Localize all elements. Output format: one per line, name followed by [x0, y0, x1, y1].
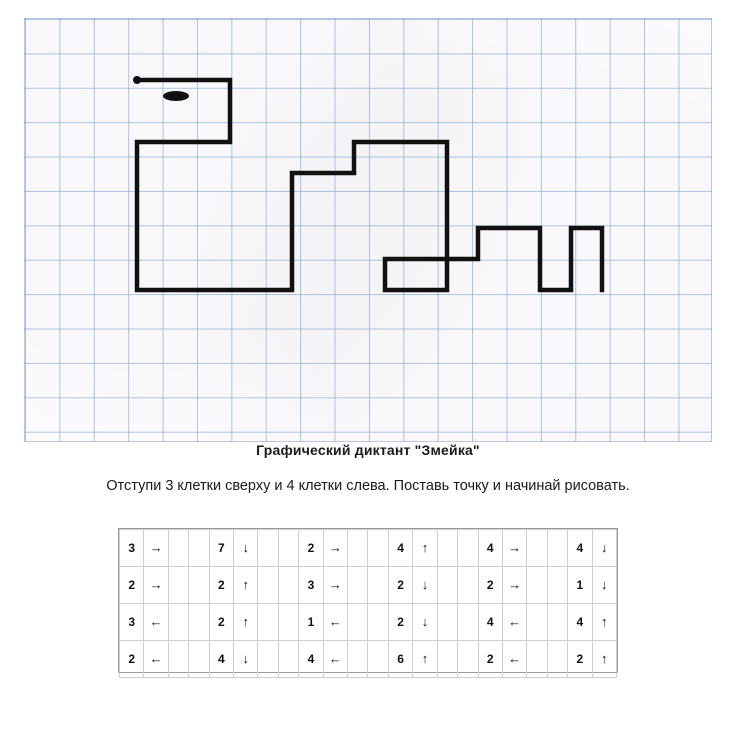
- step-count: 3: [120, 604, 144, 641]
- direction-arrow-icon: ↑: [413, 641, 437, 678]
- empty-cell: [527, 604, 547, 641]
- step-count: 2: [568, 641, 592, 678]
- direction-arrow-icon: ↓: [592, 567, 617, 604]
- empty-cell: [437, 604, 457, 641]
- empty-cell: [527, 530, 547, 567]
- empty-cell: [189, 604, 209, 641]
- step-count: 2: [209, 567, 233, 604]
- step-count: 2: [478, 567, 502, 604]
- empty-cell: [527, 641, 547, 678]
- direction-arrow-icon: →: [323, 530, 347, 567]
- step-count: 2: [120, 567, 144, 604]
- step-count: 4: [478, 604, 502, 641]
- snake-drawing: [24, 18, 712, 442]
- empty-cell: [547, 567, 567, 604]
- step-count: 4: [209, 641, 233, 678]
- empty-cell: [547, 530, 567, 567]
- empty-cell: [258, 530, 278, 567]
- step-count: 2: [388, 567, 412, 604]
- dictation-table-body: [120, 530, 617, 678]
- step-count: 3: [299, 567, 323, 604]
- direction-arrow-icon: ←: [144, 641, 168, 678]
- step-count: 2: [478, 641, 502, 678]
- step-count: 1: [568, 567, 592, 604]
- empty-cell: [348, 530, 368, 567]
- empty-cell: [458, 641, 478, 678]
- empty-cell: [437, 530, 457, 567]
- empty-cell: [348, 641, 368, 678]
- empty-cell: [168, 641, 188, 678]
- direction-arrow-icon: ↓: [234, 641, 258, 678]
- dictation-table: [118, 528, 618, 673]
- direction-arrow-icon: ↓: [413, 567, 437, 604]
- empty-cell: [189, 567, 209, 604]
- direction-arrow-icon: →: [502, 567, 526, 604]
- direction-arrow-icon: →: [502, 530, 526, 567]
- empty-cell: [547, 604, 567, 641]
- empty-cell: [368, 567, 388, 604]
- empty-cell: [547, 641, 567, 678]
- empty-cell: [258, 604, 278, 641]
- start-point-dot: [133, 76, 141, 84]
- step-count: 6: [388, 641, 412, 678]
- direction-arrow-icon: ←: [323, 641, 347, 678]
- direction-arrow-icon: ↑: [234, 604, 258, 641]
- direction-arrow-icon: ↓: [592, 530, 617, 567]
- empty-cell: [437, 567, 457, 604]
- step-count: 2: [299, 530, 323, 567]
- empty-cell: [278, 567, 298, 604]
- direction-arrow-icon: ←: [323, 604, 347, 641]
- step-count: 2: [209, 604, 233, 641]
- direction-arrow-icon: ←: [144, 604, 168, 641]
- empty-cell: [258, 567, 278, 604]
- empty-cell: [168, 604, 188, 641]
- step-count: 4: [568, 530, 592, 567]
- direction-arrow-icon: ↑: [234, 567, 258, 604]
- direction-arrow-icon: →: [144, 567, 168, 604]
- empty-cell: [168, 567, 188, 604]
- step-count: 2: [120, 641, 144, 678]
- empty-cell: [258, 641, 278, 678]
- empty-cell: [168, 530, 188, 567]
- table-row: [120, 530, 617, 567]
- step-count: 4: [388, 530, 412, 567]
- empty-cell: [458, 604, 478, 641]
- empty-cell: [348, 567, 368, 604]
- direction-arrow-icon: ↓: [413, 604, 437, 641]
- direction-arrow-icon: →: [323, 567, 347, 604]
- empty-cell: [368, 604, 388, 641]
- step-count: 4: [568, 604, 592, 641]
- step-count: 4: [478, 530, 502, 567]
- direction-arrow-icon: ←: [502, 641, 526, 678]
- step-count: 2: [388, 604, 412, 641]
- page-title: Графический диктант "Змейка": [256, 442, 480, 458]
- empty-cell: [189, 530, 209, 567]
- step-count: 4: [299, 641, 323, 678]
- empty-cell: [189, 641, 209, 678]
- snake-outline: [137, 80, 602, 290]
- empty-cell: [458, 567, 478, 604]
- table-row: [120, 604, 617, 641]
- empty-cell: [368, 641, 388, 678]
- table-row: [120, 641, 617, 678]
- direction-arrow-icon: ↑: [592, 641, 617, 678]
- empty-cell: [437, 641, 457, 678]
- step-count: 3: [120, 530, 144, 567]
- snake-eye-icon: [163, 91, 189, 101]
- direction-arrow-icon: ↑: [592, 604, 617, 641]
- instruction-text: Отступи 3 клетки сверху и 4 клетки слева. Поставь точку и начинай рисовать.: [106, 478, 630, 494]
- step-count: 1: [299, 604, 323, 641]
- direction-arrow-icon: ↓: [234, 530, 258, 567]
- empty-cell: [278, 641, 298, 678]
- direction-arrow-icon: →: [144, 530, 168, 567]
- empty-cell: [368, 530, 388, 567]
- step-count: 7: [209, 530, 233, 567]
- empty-cell: [527, 567, 547, 604]
- table-row: [120, 567, 617, 604]
- empty-cell: [458, 530, 478, 567]
- direction-arrow-icon: ↑: [413, 530, 437, 567]
- empty-cell: [278, 604, 298, 641]
- empty-cell: [348, 604, 368, 641]
- direction-arrow-icon: ←: [502, 604, 526, 641]
- empty-cell: [278, 530, 298, 567]
